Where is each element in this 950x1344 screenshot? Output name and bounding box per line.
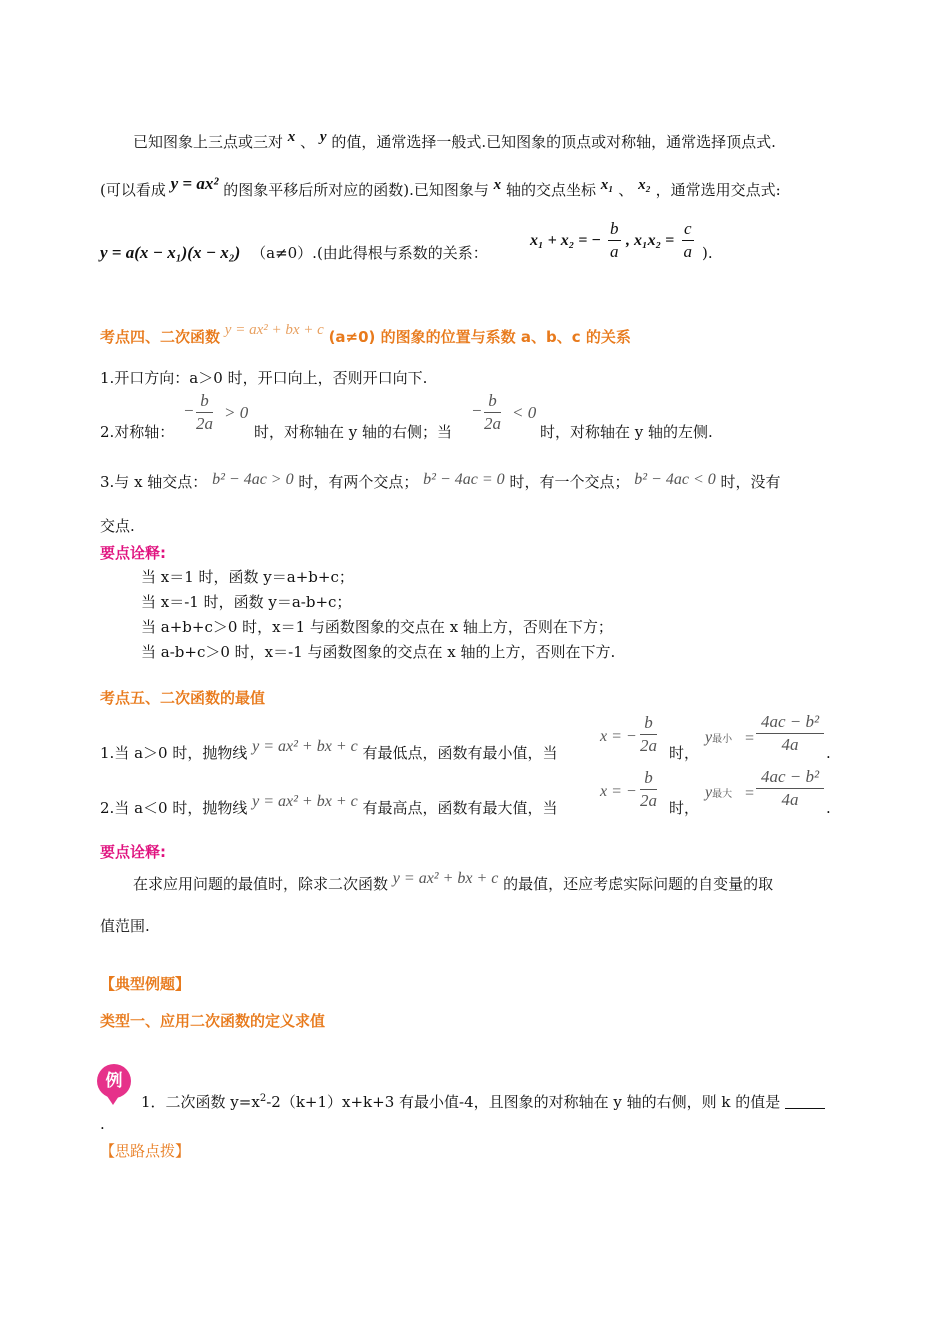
example-badge-icon <box>97 1064 131 1098</box>
denominator: a <box>610 242 619 261</box>
text: -2（k+1）x+k+3 有最小值-4，且图象的对称轴在 y 轴的右侧，则 k 的值是 <box>266 1093 781 1111</box>
formula: y = ax² + bx + c <box>252 793 358 810</box>
text: 、 <box>618 181 634 199</box>
formula-discriminant-zero: b² − 4ac = 0 <box>423 471 505 488</box>
text: . <box>826 799 831 817</box>
text: 时，有两个交点； <box>298 473 419 491</box>
formula-discriminant-positive: b² − 4ac > 0 <box>212 471 294 488</box>
s5-note-title <box>100 842 166 862</box>
frac-max-value <box>756 766 824 811</box>
formula: y = ax² + bx + c <box>224 322 324 338</box>
text: 轴的交点坐标 <box>505 181 596 199</box>
numerator: b <box>196 390 213 413</box>
denominator: a <box>683 242 693 261</box>
text: > 0 <box>224 403 249 422</box>
text: 在求应用问题的最值时，除求二次函数 <box>133 875 389 893</box>
subscript: 最大 <box>712 789 733 800</box>
s4-point-3 <box>100 472 781 493</box>
minus <box>183 401 194 421</box>
text: = <box>744 785 755 802</box>
text: 的值，通常选择一般式.已知图象的顶点或对称轴，通常选择顶点式. <box>331 133 776 151</box>
type-1-heading <box>100 1011 325 1031</box>
text: < 0 <box>512 403 537 422</box>
s4-note-4 <box>141 642 615 662</box>
compare <box>512 403 536 423</box>
heading: 类型一、应用二次函数的定义求值 <box>100 1012 326 1030</box>
text: . <box>100 1115 105 1133</box>
root-sum <box>530 231 601 251</box>
text: 2.当 a＜0 时，抛物线 <box>100 799 248 817</box>
text: 当 a+b+c＞0 时，x＝1 与函数图象的交点在 x 轴上方，否则在下方； <box>141 618 613 636</box>
text: 1.当 a＞0 时，抛物线 <box>100 744 248 762</box>
text: 当 x＝1 时，函数 y＝a+b+c； <box>141 568 354 586</box>
s5-point-2 <box>100 793 558 819</box>
numerator: b <box>640 712 657 735</box>
intro-line-3 <box>100 243 488 263</box>
numerator: 4ac − b² <box>756 766 824 789</box>
text: 时，对称轴在 y 轴的左侧. <box>540 423 713 441</box>
text: 的最值，还应考虑实际问题的自变量的取 <box>503 875 774 893</box>
intro-line-2 <box>100 174 781 201</box>
numerator: b <box>484 390 501 413</box>
frac-min-value <box>756 711 824 756</box>
text: 的图象平移后所对应的函数).已知图象与 <box>223 181 489 199</box>
heading: 【典型例题】 <box>100 975 191 993</box>
text: 1.开口方向：a＞0 时，开口向上，否则开口向下. <box>100 369 428 387</box>
text: 1．二次函数 y=x <box>141 1093 260 1111</box>
formula-y-ax2: y = ax² <box>170 174 219 193</box>
x-equals <box>600 782 637 802</box>
frac-b-over-2a <box>640 712 657 757</box>
formula: y = ax² + bx + c <box>392 870 499 887</box>
heading: 考点五、二次函数的最值 <box>100 689 266 707</box>
s4-point-2 <box>100 422 174 442</box>
formula-discriminant-negative: b² − 4ac < 0 <box>634 471 716 488</box>
text: x = − <box>600 783 637 800</box>
denominator: 2a <box>640 736 657 755</box>
text: y <box>705 784 713 801</box>
text: 、 <box>300 133 316 151</box>
text: − <box>183 401 195 420</box>
text: ). <box>702 244 713 262</box>
text: x = − <box>600 728 637 745</box>
text: (可以看成 <box>100 181 166 199</box>
text: x₁ + x₂ = − <box>530 232 602 249</box>
examples-heading <box>100 974 190 994</box>
text: , x₁x₂ = <box>626 232 675 249</box>
s4-note-3 <box>141 617 613 637</box>
numerator: b <box>640 767 657 790</box>
section-5-title <box>100 688 265 708</box>
badge-text: 例 <box>105 1071 123 1091</box>
formula-intercept-form: y = a(x − x₁)(x − x₂) <box>100 243 241 262</box>
var-x: x <box>287 129 296 145</box>
text <box>826 743 831 763</box>
text <box>669 798 699 818</box>
text: （a≠0）.(由此得根与系数的关系： <box>251 244 488 262</box>
text: ，通常选用交点式: <box>655 181 781 199</box>
heading: 要点诠释: <box>100 544 166 562</box>
minus <box>471 401 482 421</box>
heading: 要点诠释: <box>100 843 166 861</box>
hint-heading <box>100 1141 190 1161</box>
text: 当 a-b+c＞0 时，x＝-1 与函数图象的交点在 x 轴的上方，否则在下方. <box>141 643 616 661</box>
text: 3.与 x 轴交点： <box>100 473 208 491</box>
answer-blank[interactable] <box>785 1094 825 1109</box>
text: 有最低点，函数有最小值，当 <box>362 744 558 762</box>
s5-point-1 <box>100 738 558 764</box>
text: 值范围. <box>100 917 150 935</box>
var-y: y <box>319 129 327 145</box>
heading: (a≠0) 的图象的位置与系数 a、b、c 的关系 <box>328 328 631 346</box>
denominator: 4a <box>781 735 799 754</box>
frac-b-over-2a <box>196 390 213 435</box>
intro-line-1 <box>133 129 776 153</box>
s5-note-line-1 <box>133 870 774 895</box>
s4-point-3-cont <box>100 516 135 536</box>
numerator: 4ac − b² <box>756 711 824 734</box>
denominator: 2a <box>484 414 501 433</box>
equals <box>744 784 755 804</box>
text <box>826 798 831 818</box>
x-equals <box>600 727 637 747</box>
text: 时， <box>669 799 700 817</box>
text: 有最高点，函数有最大值，当 <box>362 799 558 817</box>
var-x2: x₂ <box>638 177 651 193</box>
var-x: x <box>493 177 502 193</box>
section-4-title <box>100 322 631 348</box>
root-product <box>626 231 674 251</box>
heading: 考点四、二次函数 <box>100 328 221 346</box>
text: 交点. <box>100 517 135 535</box>
text: 已知图象上三点或三对 <box>133 133 284 151</box>
subscript: 最小 <box>712 734 733 745</box>
s4-note-2 <box>141 592 351 612</box>
example-1-end <box>100 1114 105 1134</box>
text: 时，有一个交点； <box>509 473 630 491</box>
text: 时， <box>669 744 700 762</box>
compare <box>224 403 248 423</box>
s4-note-title <box>100 543 166 563</box>
frac-b-over-2a <box>640 767 657 812</box>
superscript: 2 <box>259 1093 267 1104</box>
s5-note-line-2 <box>100 916 150 936</box>
var-x1: x₁ <box>600 177 614 193</box>
frac-b-over-2a <box>484 390 501 435</box>
text: y <box>705 729 713 746</box>
formula: y = ax² + bx + c <box>252 738 358 755</box>
y-min-label <box>705 728 732 750</box>
text: 2.对称轴： <box>100 423 175 441</box>
numerator: c <box>682 218 694 241</box>
text <box>669 743 699 763</box>
denominator: 2a <box>196 414 213 433</box>
text: − <box>471 401 483 420</box>
text: 时，没有 <box>720 473 781 491</box>
text: 时，对称轴在 y 轴的右侧；当 <box>254 423 453 441</box>
frac-c-over-a <box>682 218 694 263</box>
text <box>540 422 713 442</box>
text: 当 x＝-1 时，函数 y＝a-b+c； <box>141 593 352 611</box>
y-max-label <box>705 783 732 805</box>
text: = <box>744 730 755 747</box>
numerator: b <box>608 218 621 241</box>
text <box>254 422 452 442</box>
denominator: 2a <box>640 791 657 810</box>
text: . <box>826 744 831 762</box>
example-1-question <box>141 1089 825 1112</box>
denominator: 4a <box>781 790 799 809</box>
frac-b-over-a <box>608 218 621 263</box>
s4-point-1 <box>100 368 427 388</box>
heading: 【思路点拨】 <box>100 1142 191 1160</box>
text <box>702 243 713 263</box>
s4-note-1 <box>141 567 354 587</box>
equals <box>744 729 755 749</box>
